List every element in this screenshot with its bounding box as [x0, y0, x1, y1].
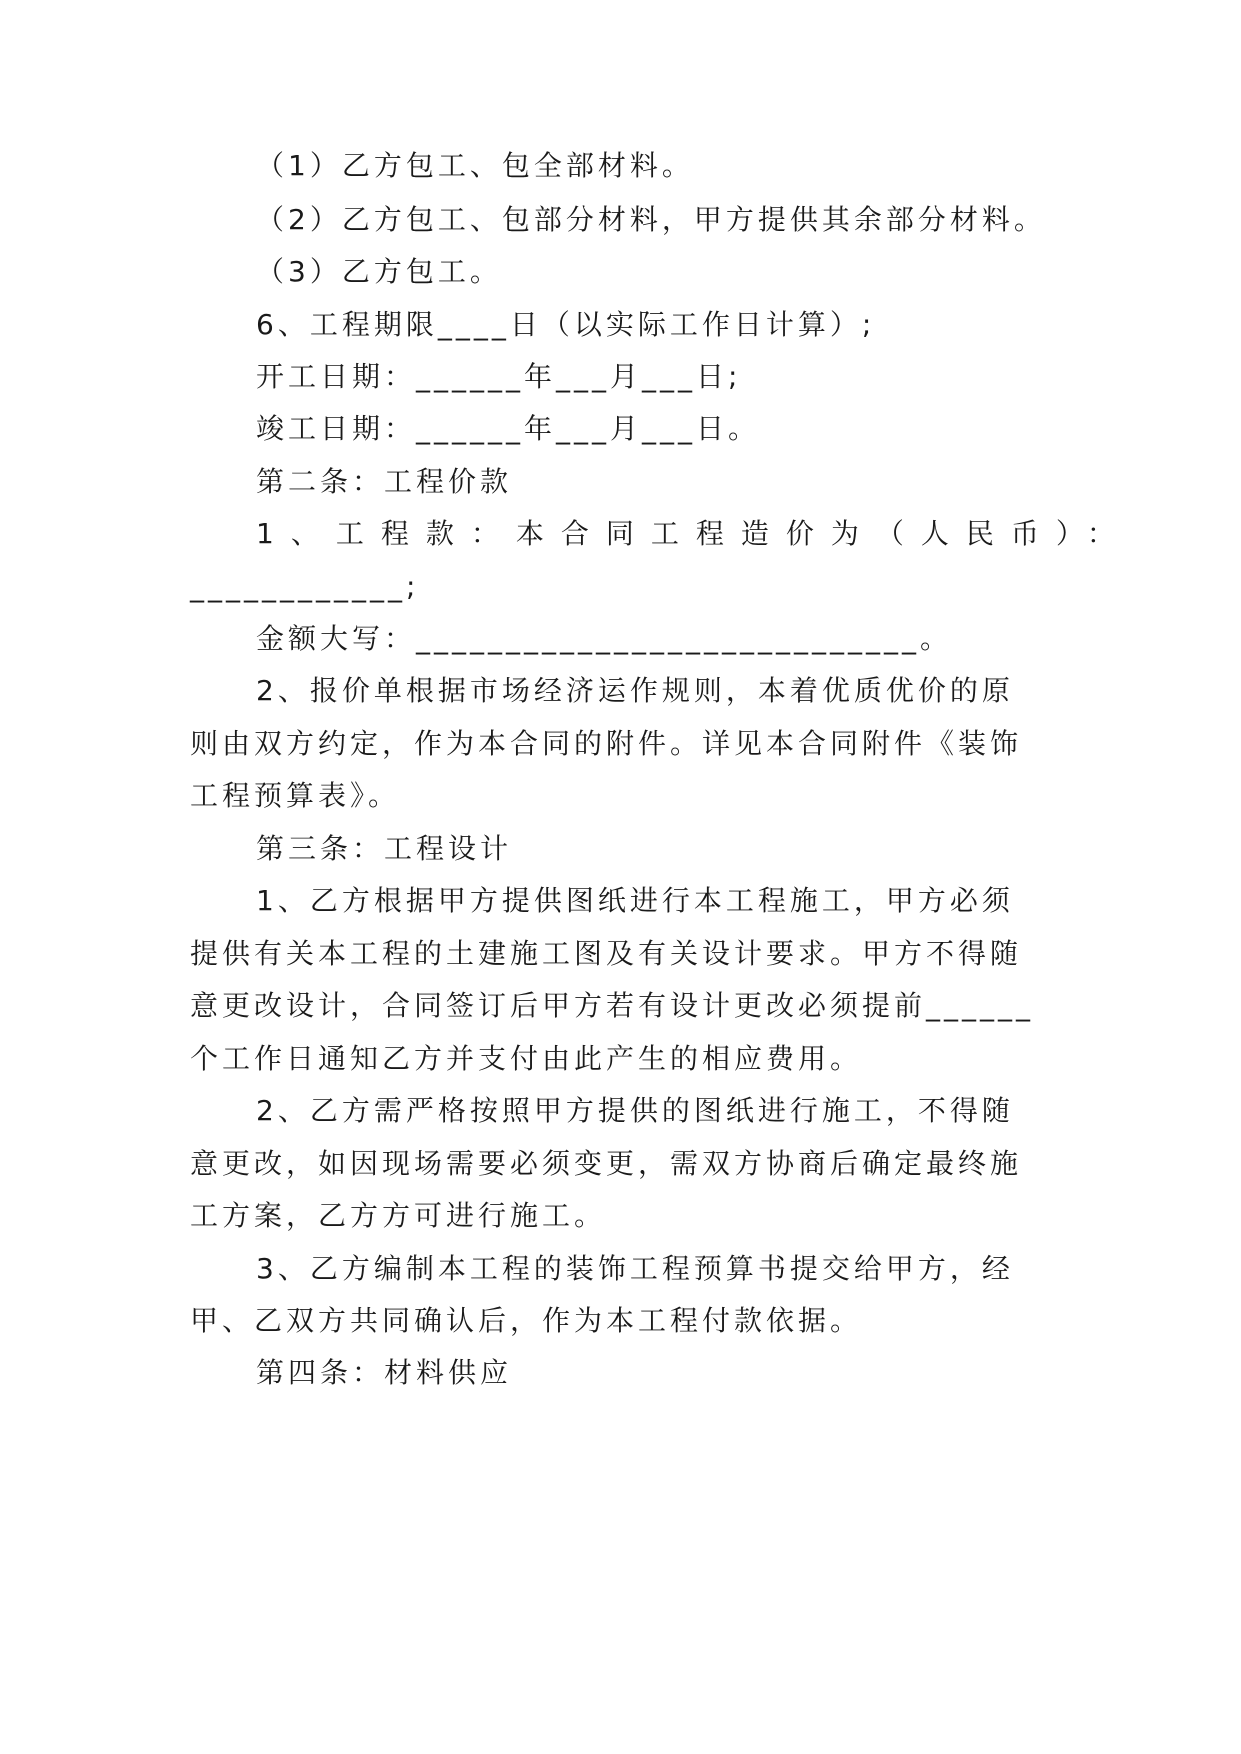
text-line-15: 1、乙方根据甲方提供图纸进行本工程施工，甲方必须 [256, 884, 1014, 917]
text-line-10: 金额大写：____________________________。 [256, 622, 953, 655]
text-line-12: 则由双方约定，作为本合同的附件。详见本合同附件《装饰 [190, 727, 1023, 760]
text-line-19: 2、乙方需严格按照甲方提供的图纸进行施工，不得随 [256, 1094, 1014, 1127]
text-line-22: 3、乙方编制本工程的装饰工程预算书提交给甲方，经 [256, 1252, 1014, 1285]
text-line-18: 个工作日通知乙方并支付由此产生的相应费用。 [190, 1042, 863, 1075]
text-line-8: 1、工程款：本合同工程造价为（人民币）： [256, 517, 1132, 550]
text-line-6: 竣工日期：______年___月___日。 [256, 412, 761, 445]
text-line-2: （2）乙方包工、包部分材料，甲方提供其余部分材料。 [256, 203, 1046, 236]
text-line-5: 开工日期：______年___月___日; [256, 360, 742, 393]
text-line-23: 甲、乙双方共同确认后，作为本工程付款依据。 [190, 1304, 863, 1337]
section-heading-2: 第二条：工程价款 [256, 465, 513, 498]
text-line-13: 工程预算表》。 [190, 779, 401, 812]
text-line-9: ____________; [190, 570, 420, 603]
text-line-4: 6、工程期限____日（以实际工作日计算）; [256, 308, 876, 341]
text-line-11: 2、报价单根据市场经济运作规则，本着优质优价的原 [256, 674, 1014, 707]
text-line-3: （3）乙方包工。 [256, 255, 502, 288]
text-line-21: 工方案，乙方方可进行施工。 [190, 1199, 607, 1232]
text-line-17: 意更改设计，合同签订后甲方若有设计更改必须提前______ [190, 989, 1035, 1022]
text-line-20: 意更改，如因现场需要必须变更，需双方协商后确定最终施 [190, 1147, 1023, 1180]
text-line-16: 提供有关本工程的土建施工图及有关设计要求。甲方不得随 [190, 937, 1023, 970]
section-heading-3: 第三条：工程设计 [256, 832, 513, 865]
text-line-1: （1）乙方包工、包全部材料。 [256, 149, 694, 182]
section-heading-4: 第四条：材料供应 [256, 1356, 513, 1389]
